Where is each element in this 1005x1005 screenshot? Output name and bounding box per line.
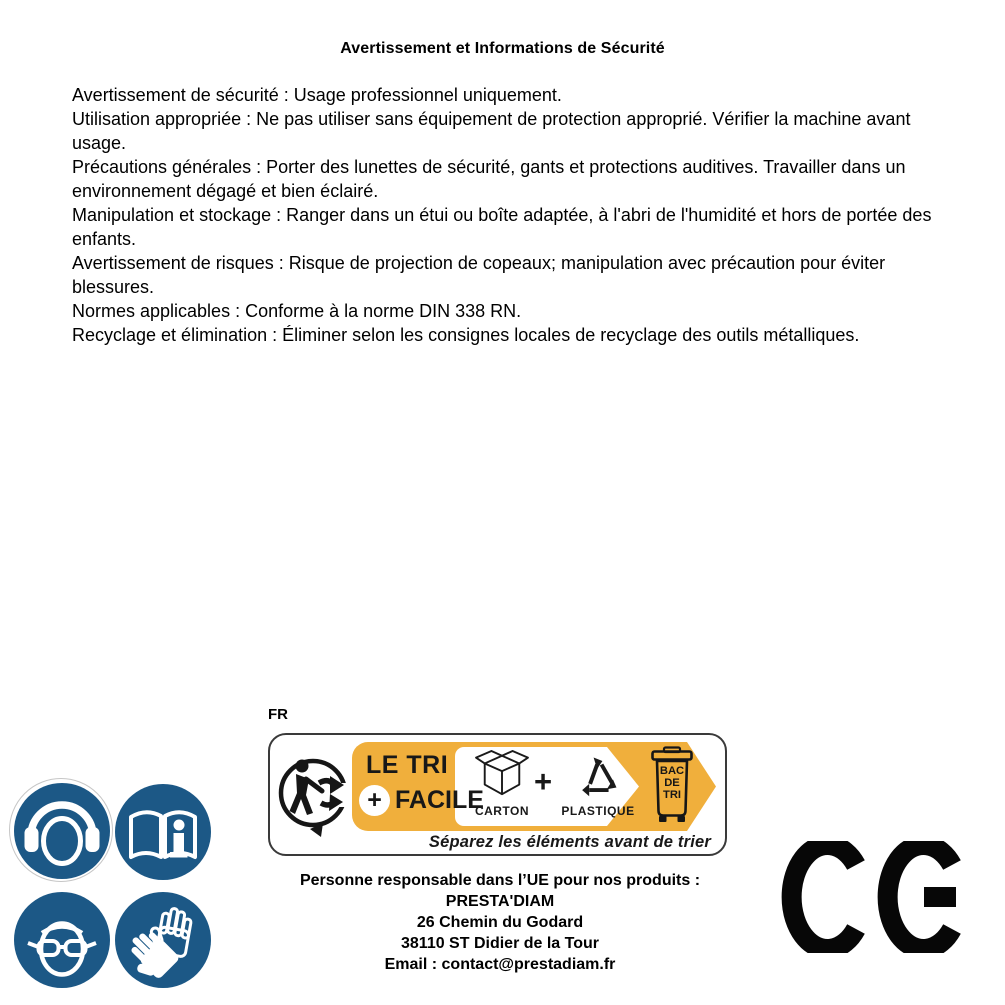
country-code-label: FR xyxy=(268,706,288,723)
page-title: Avertissement et Informations de Sécurité xyxy=(340,39,665,57)
bin-text-line: TRI xyxy=(662,789,682,801)
responsible-intro: Personne responsable dans l’UE pour nos produits : xyxy=(299,872,701,889)
safety-paragraph: Avertissement de risques : Risque de projection de copeaux; manipulation avec précaution pour éviter blessures. xyxy=(72,253,886,297)
sorting-band xyxy=(352,742,716,831)
safety-text-block xyxy=(72,83,946,347)
plus-circle-icon: + xyxy=(359,785,390,816)
material-plastique xyxy=(558,754,638,818)
bin-text-line: DE xyxy=(664,777,680,789)
safety-paragraph: Recyclage et élimination : Éliminer selon les consignes locales de recyclage des outils métalliques. xyxy=(72,325,860,345)
wear-eye-protection-icon xyxy=(14,892,110,988)
wear-ear-protection-icon xyxy=(14,783,110,879)
address-street: 26 Chemin du Godard xyxy=(416,914,584,931)
ce-mark-icon xyxy=(778,841,970,953)
company-name: PRESTA'DIAM xyxy=(445,893,555,910)
safety-paragraph: Normes applicables : Conforme à la norme DIN 338 RN. xyxy=(72,301,522,321)
material-label: CARTON xyxy=(474,804,530,818)
headline-le-tri: LE TRI xyxy=(366,751,449,779)
bin-text-line: BAC xyxy=(659,765,685,777)
safety-paragraph: Manipulation et stockage : Ranger dans un étui ou boîte adaptée, à l'abri de l'humidité et hors de portée des enfants. xyxy=(72,205,932,249)
recycling-triangle-icon xyxy=(575,754,621,798)
read-instruction-manual-icon xyxy=(115,784,211,880)
material-carton xyxy=(460,750,544,818)
carton-box-icon xyxy=(473,750,531,798)
plus-separator: + xyxy=(534,764,553,799)
wear-protective-gloves-icon xyxy=(115,892,211,988)
material-label: PLASTIQUE xyxy=(561,804,635,818)
safety-paragraph: Avertissement de sécurité : Usage professionnel uniquement. xyxy=(72,85,562,105)
address-city: 38110 ST Didier de la Tour xyxy=(401,935,599,952)
responsible-person-block xyxy=(275,870,725,975)
safety-paragraph: Précautions générales : Porter des lunettes de sécurité, gants et protections auditives. Travailler dans un environnement dégagé et bien éclairé. xyxy=(72,157,906,201)
safety-paragraph: Utilisation appropriée : Ne pas utiliser sans équipement de protection approprié. Vérifier la machine avant usage. xyxy=(72,109,911,153)
recycling-sorting-label xyxy=(268,733,727,856)
separate-elements-note: Séparez les éléments avant de trier xyxy=(428,833,711,851)
contact-email: Email : contact@prestadiam.fr xyxy=(384,956,616,973)
triman-icon xyxy=(276,743,352,839)
headline-facile: FACILE xyxy=(395,786,484,814)
